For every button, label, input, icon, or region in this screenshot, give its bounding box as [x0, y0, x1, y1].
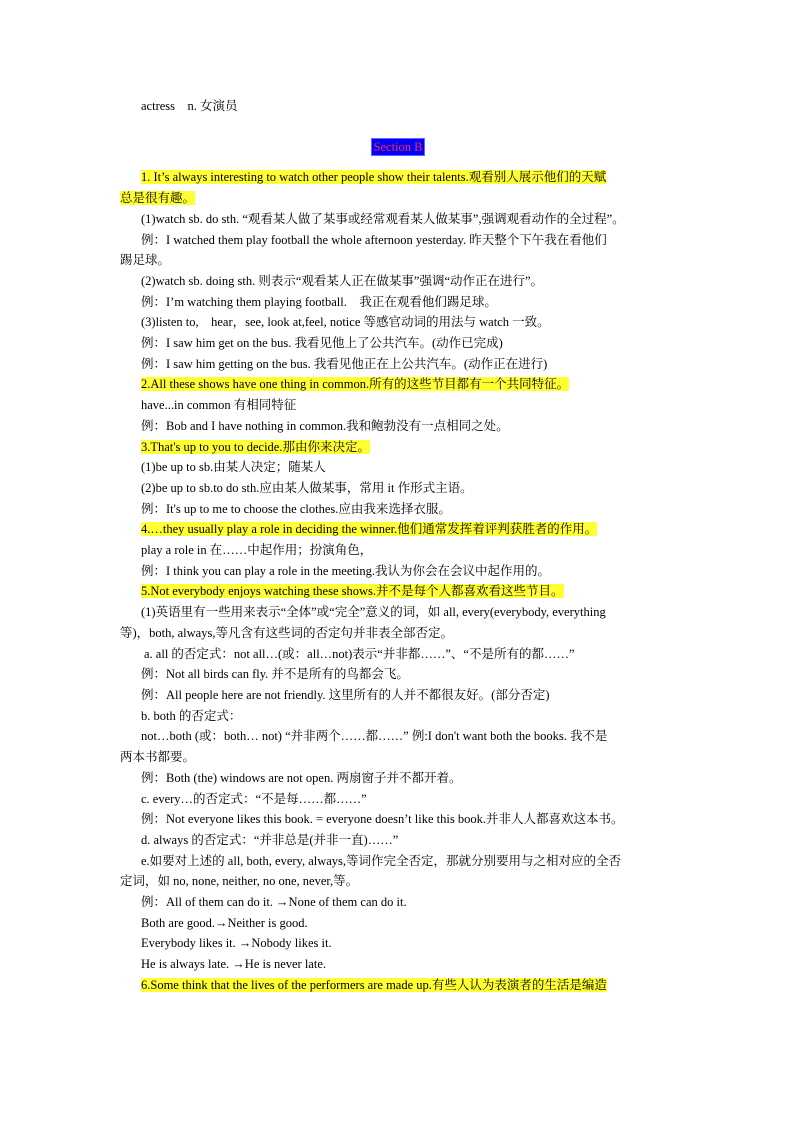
line-text: He is always late. →He is never late.: [141, 957, 327, 972]
line-text: e.如要对上述的 all, both, every, always,等词作完全否定，那就分别要用与之相对应的全否: [141, 853, 622, 868]
line-text: 例：I think you can play a role in the meeting.我认为你会在会议中起作用的。: [141, 563, 550, 578]
line-text: 例：Both (the) windows are not open. 两扇窗子并不都开着。: [141, 770, 462, 785]
vocab-line: [120, 96, 676, 117]
text-line: [120, 167, 676, 188]
line-text: Both are good.→Neither is good.: [141, 915, 308, 930]
text-line: [120, 561, 676, 582]
text-line: [120, 664, 676, 685]
text-line: [120, 395, 676, 416]
text-line: [120, 250, 676, 271]
text-line: [120, 416, 676, 437]
text-line: [120, 913, 676, 934]
text-line: [120, 768, 676, 789]
line-text: 例：Not everyone likes this book. = everyone doesn’t like this book.并非人人都喜欢这本书。: [141, 812, 624, 827]
line-text: 例：I watched them play football the whole afternoon yesterday. 昨天整个下午我在看他们: [141, 232, 607, 247]
text-line: [120, 892, 676, 913]
text-line: [120, 623, 676, 644]
highlighted-sentence: 6.Some think that the lives of the performers are made up.有些人认为表演者的生活是编造: [141, 977, 607, 992]
highlighted-sentence: 5.Not everybody enjoys watching these shows.并不是每个人都喜欢看这些节目。: [141, 584, 564, 599]
line-text: b. both 的否定式：: [141, 708, 242, 723]
section-title: Section B: [371, 138, 426, 156]
text-line: [120, 809, 676, 830]
text-line: [120, 230, 676, 251]
text-line: [120, 437, 676, 458]
line-text: 例：Not all birds can fly. 并不是所有的鸟都会飞。: [141, 667, 409, 682]
text-line: [120, 312, 676, 333]
line-text: 等)，both, always,等凡含有这些词的否定句并非表全部否定。: [120, 625, 453, 640]
line-text: 踢足球。: [120, 253, 171, 268]
line-text: 例：I’m watching them playing football. 我正在观看他们踢足球。: [141, 294, 497, 309]
text-line: [120, 292, 676, 313]
line-text: (2)be up to sb.to do sth.应由某人做某事，常用 it 作形式主语。: [141, 480, 473, 495]
text-line: [120, 499, 676, 520]
text-line: [120, 354, 676, 375]
highlighted-sentence: 总是很有趣。: [120, 191, 196, 206]
line-text: 例：It's up to me to choose the clothes.应由我来选择衣服。: [141, 501, 451, 516]
line-text: have...in common 有相同特征: [141, 398, 297, 413]
text-line: [120, 747, 676, 768]
line-text: (3)listen to, hear，see, look at,feel, notice 等感官动词的用法与 watch 一致。: [141, 315, 550, 330]
line-text: play a role in 在……中起作用；扮演角色，: [141, 543, 373, 558]
line-text: 例：I saw him getting on the bus. 我看见他正在上公共汽车。(动作正在进行): [141, 356, 548, 371]
text-line: [120, 519, 676, 540]
text-line: [120, 457, 676, 478]
document-body: [120, 96, 676, 996]
highlighted-sentence: 3.That's up to you to decide.那由你来决定。: [141, 439, 370, 454]
text-line: [120, 333, 676, 354]
highlighted-sentence: 4.…they usually play a role in deciding the winner.他们通常发挥着评判获胜者的作用。: [141, 522, 598, 537]
text-line: [120, 706, 676, 727]
text-line: [120, 871, 676, 892]
text-line: [120, 933, 676, 954]
text-line: [120, 644, 676, 665]
text-line: [120, 975, 676, 996]
line-text: (2)watch sb. doing sth. 则表示“观看某人正在做某事”强调“动作正在进行”。: [141, 273, 544, 288]
vocab-text: actress n. 女演员: [141, 99, 238, 113]
line-text: (1)英语里有一些用来表示“全体”或“完全”意义的词，如 all, every(everybody, everything: [141, 605, 606, 620]
text-line: [120, 726, 676, 747]
text-line: [120, 478, 676, 499]
line-text: 例：I saw him get on the bus. 我看见他上了公共汽车。(动作已完成): [141, 336, 503, 351]
text-line: [120, 188, 676, 209]
line-text: 例：All of them can do it. →None of them can do it.: [141, 895, 407, 910]
line-text: c. every…的否定式：“不是每……都……”: [141, 791, 367, 806]
text-line: [120, 830, 676, 851]
line-text: 两本书都要。: [120, 750, 196, 765]
line-text: 定词，如 no, none, neither, no one, never,等。: [120, 874, 359, 889]
line-text: (1)watch sb. do sth. “观看某人做了某事或经常观看某人做某事”,强调观看动作的全过程”。: [141, 211, 625, 226]
text-line: [120, 209, 676, 230]
text-line: [120, 789, 676, 810]
text-line: [120, 602, 676, 623]
line-text: a. all 的否定式：not all…(或：all…not)表示“并非都……”、“不是所有的都……”: [144, 646, 575, 661]
line-text: 例：Bob and I have nothing in common.我和鲍勃没有一点相同之处。: [141, 418, 509, 433]
line-text: 例：All people here are not friendly. 这里所有的人并不都很友好。(部分否定): [141, 687, 550, 702]
text-line: [120, 540, 676, 561]
line-text: not…both (或：both… not) “并非两个……都……” 例:I don't want both the books. 我不是: [141, 729, 608, 744]
highlighted-sentence: 2.All these shows have one thing in common.所有的这些节目都有一个共同特征。: [141, 377, 570, 392]
section-heading: [120, 137, 676, 158]
text-line: [120, 954, 676, 975]
line-text: (1)be up to sb.由某人决定；随某人: [141, 460, 326, 475]
text-line: [120, 271, 676, 292]
text-line: [120, 581, 676, 602]
line-text: Everybody likes it. →Nobody likes it.: [141, 936, 332, 951]
text-line: [120, 374, 676, 395]
text-line: [120, 685, 676, 706]
line-text: d. always 的否定式：“并非总是(并非一直)……”: [141, 832, 399, 847]
text-line: [120, 851, 676, 872]
highlighted-sentence: 1. It’s always interesting to watch other people show their talents.观看别人展示他们的天赋: [141, 170, 607, 185]
notes-body: [120, 167, 676, 995]
